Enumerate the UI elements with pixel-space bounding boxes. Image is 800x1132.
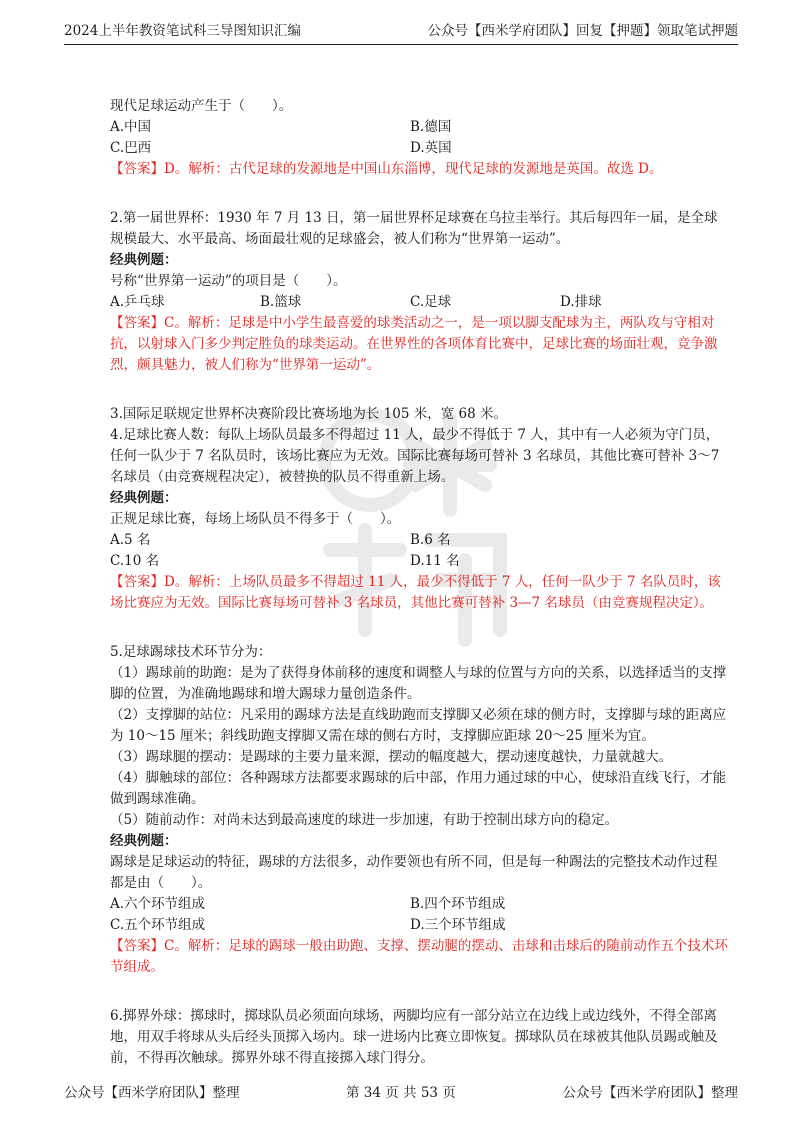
option-c: C.巴西 <box>110 140 152 156</box>
example-label: 经典例题： <box>110 833 178 849</box>
option-a: A.5 名 <box>110 532 151 548</box>
footer-right: 公众号【西米学府团队】整理 <box>562 1085 738 1101</box>
kick-step-5: （5）随前动作：对尚未达到最高速度的球进一步加速，有助于控制出球方向的稳定。 <box>110 812 619 828</box>
question-2-options <box>110 292 730 313</box>
paragraph-player-count: 4.足球比赛人数：每队上场队员最多不得超过 11 人，最少不得低于 7 人，其中有一人必须为守门员，任何一队少于 7 名队员时，该场比赛应为无效。国际比赛每场可替补 3 名球员，其他比赛可替补 3～7 名球员（由竞赛规程决定），被替换的队员不得重新上场。 <box>110 427 720 485</box>
page-content <box>110 96 730 1069</box>
question-1-answer: 【答案】D。解析：古代足球的发源地是中国山东淄博，现代足球的发源地是英国。故选 D。 <box>110 161 663 177</box>
question-3-answer: 【答案】D。解析：上场队员最多不得超过 11 人，最少不得低于 7 人，任何一队少于 7 名队员时，该场比赛应为无效。国际比赛每场可替补 3 名球员，其他比赛可替补 3—7 名球员（由竞赛规程决定）。 <box>110 574 721 611</box>
option-d: D.英国 <box>410 140 452 156</box>
option-d: D.排球 <box>560 294 602 310</box>
option-d: D.三个环节组成 <box>410 917 506 933</box>
question-3-stem: 正规足球比赛，每场上场队员不得多于（ ）。 <box>110 511 401 527</box>
kick-step-2: （2）支撑脚的站位：凡采用的踢球方法是直线助跑而支撑脚又必须在球的侧方时，支撑脚与球的距离应为 10～15 厘米；斜线助跑支撑脚又需在球的侧右方时，支撑脚应距球 20～25 厘米为宜。 <box>110 707 727 744</box>
footer-left: 公众号【西米学府团队】整理 <box>64 1085 240 1101</box>
option-b: B.德国 <box>410 119 452 135</box>
option-b: B.四个环节组成 <box>410 896 506 912</box>
option-c: C.足球 <box>410 294 452 310</box>
question-2-answer: 【答案】C。解析：足球是中小学生最喜爱的球类活动之一，是一项以脚支配球为主，两队攻与守相对抗，以射球入门多少判定胜负的球类运动。在世界性的各项体育比赛中，足球比赛的场面壮观，竞争激烈，颇具魅力，被人们称为“世界第一运动”。 <box>110 315 718 373</box>
option-a: A.中国 <box>110 119 152 135</box>
paragraph-field-size: 3.国际足联规定世界杯决赛阶段比赛场地为长 105 米，宽 68 米。 <box>110 406 507 422</box>
question-4-answer: 【答案】C。解析：足球的踢球一般由助跑、支撑、摆动腿的摆动、击球和击球后的随前动作五个技术环节组成。 <box>110 938 728 975</box>
option-b: B.篮球 <box>260 294 302 310</box>
kick-technique-title: 5.足球踢球技术环节分为： <box>110 644 272 660</box>
question-4-options <box>110 894 730 936</box>
question-2-stem: 号称“世界第一运动”的项目是（ ）。 <box>110 273 347 289</box>
kick-step-4: （4）脚触球的部位：各种踢球方法都要求踢球的后中部，作用力通过球的中心，使球沿直线飞行，才能做到踢球准确。 <box>110 770 727 807</box>
page-footer <box>64 1081 738 1103</box>
kick-step-3: （3）踢球腿的摆动：是踢球的主要力量来源，摆动的幅度越大，摆动速度越快，力量就越大。 <box>110 749 673 765</box>
page-header <box>64 22 738 45</box>
paragraph-throw-in: 6.掷界外球：掷球时，掷球队员必须面向球场，两脚均应有一部分站立在边线上或边线外，不得全部离地，用双手将球从头后经头顶掷入场内。球一进场内比赛立即恢复。掷球队员在球被其他队员踢或触及前，不得再次触球。掷界外球不得直接掷入球门得分。 <box>110 1008 718 1066</box>
paragraph-world-cup: 2.第一届世界杯：1930 年 7 月 13 日，第一届世界杯足球赛在乌拉圭举行。其后每四年一届，是全球规模最大、水平最高、场面最壮观的足球盛会，被人们称为“世界第一运动”。 <box>110 210 718 247</box>
option-a: A.六个环节组成 <box>110 896 206 912</box>
option-c: C.五个环节组成 <box>110 917 206 933</box>
example-label: 经典例题： <box>110 252 178 268</box>
example-label: 经典例题： <box>110 490 178 506</box>
page-number: 第 34 页 共 53 页 <box>346 1085 456 1101</box>
header-promo: 公众号【西米学府团队】回复【押题】领取笔试押题 <box>427 23 738 39</box>
option-a: A.乒乓球 <box>110 294 165 310</box>
option-c: C.10 名 <box>110 553 160 569</box>
kick-step-1: （1）踢球前的助跑：是为了获得身体前移的速度和调整人与球的位置与方向的关系，以选择适当的支撑脚的位置，为准确地踢球和增大踢球力量创造条件。 <box>110 665 727 702</box>
option-b: B.6 名 <box>410 532 451 548</box>
header-title: 2024上半年教资笔试科三导图知识汇编 <box>64 23 301 39</box>
option-d: D.11 名 <box>410 553 460 569</box>
question-1-options <box>110 117 730 159</box>
question-1-stem: 现代足球运动产生于（ ）。 <box>110 98 293 114</box>
question-4-stem: 踢球是足球运动的特征，踢球的方法很多，动作要领也有所不同，但是每一种踢法的完整技术动作过程都是由（ ）。 <box>110 854 718 891</box>
question-3-options <box>110 530 730 572</box>
